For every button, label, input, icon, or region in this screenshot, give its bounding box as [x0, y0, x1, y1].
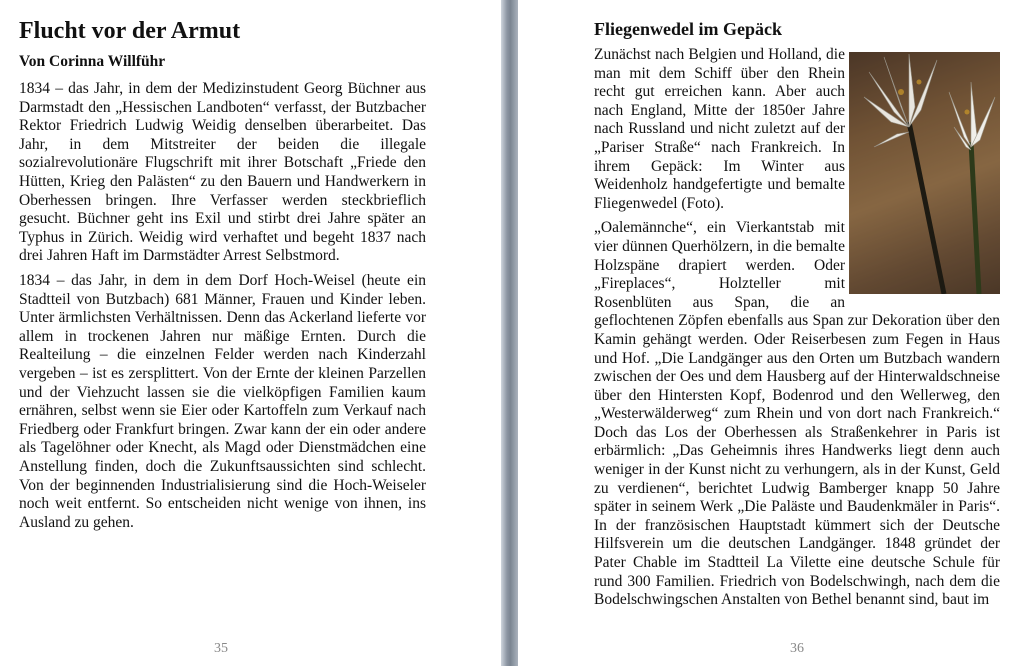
article-title: Flucht vor der Armut — [19, 18, 241, 44]
section-heading: Fliegenwedel im Gepäck — [594, 19, 782, 39]
right-page — [518, 0, 1024, 666]
left-page — [0, 0, 501, 666]
paragraph: Zunächst nach Belgien und Holland, die man mit dem Schiff über den Rhein recht gut erreichen kann. Aber auch nach England, Mitte der 1850er Jahre nach Russland und nicht zuletzt auf der „Pariser Straße“ nach Frankreich. In ihrem Gepäck: Im Winter aus Weidenholz handgefertigte und bemalte Fliegenwedel (Foto). — [594, 46, 845, 212]
paragraph: „Oalemännche“, ein Vierkantstab mit vier dünnen Querhölzern, in die bemalte Holzspäne drapiert werden. Oder „Fireplaces“, Holzteller mit Rosenblüten aus Span, die an geflochtenen Zöpfen ebenfalls aus Span zur Dekoration über den Kamin gehängt werden. Oder Reiserbesen zum Fegen in Haus und Hof. „Die Landgänger aus den Orten um Butzbach wandern zwischen der Oes und dem Hausberg auf der Hinterwaldschneise über den Hintersten Kopf, Bodenrod und den Wellerweg, den „Westerwälderweg“ zum Rhein und von dort nach Frankreich.“ Doch das Los der Oberhessen als Straßenkehrer in Paris ist erbärmlich: „Das Geheimnis ihres Handwerks liegt denn auch weniger in der Kunst nicht zu verhungern, als in der Kunst, Geld zu verdienen“, berichtet Ludwig Bamberger knapp 50 Jahre später in seinem Werk „Die Paläste und Baudenkmäler in Paris“. In der französischen Hauptstadt kümmert sich der Deutsche Hilfsverein um die deutschen Landgänger. 1848 gründet der Pater Chable im Stadtteil La Vilette eine deutsche Schule für rund 300 Familien. Friedrich von Bodelschwingh, nach dem die Bodelschwingschen Anstalten von Bethel benannt sind, baut im — [594, 219, 1000, 609]
fly-whisk-illustration — [849, 52, 1000, 294]
page-number: 36 — [790, 641, 804, 656]
right-page-body — [594, 46, 1000, 616]
page-gutter-divider — [501, 0, 518, 666]
paragraph: 1834 – das Jahr, in dem der Medizinstudent Georg Büchner aus Darmstadt den „Hessischen Landboten“ verfasst, der Butzbacher Rektor Friedrich Ludwig Weidig denselben überarbeitet. Das Jahr, in dem Mitstreiter der beiden die illegale sozialrevolutionäre Flugschrift mit ihrer Botschaft „Friede den Hütten, Krieg den Palästen“ zu den Bauern und Handwerkern in Oberhessen bringen. Ihre Verfasser werden steckbrieflich gesucht. Büchner geht ins Exil und stirbt drei Jahre später an Typhus in Zürich. Weidig wird verhaftet und begeht 1837 nach drei Jahren Haft im Darmstädter Arrest Selbstmord. — [19, 80, 426, 265]
author-byline: Von Corinna Willführ — [19, 53, 166, 70]
fly-whisk-photo — [849, 52, 1000, 294]
paragraph: 1834 – das Jahr, in dem in dem Dorf Hoch-Weisel (heute ein Stadtteil von Butzbach) 681 Männer, Frauen und Kinder leben. Unter ärmlichsten Verhältnissen. Denn das Ackerland lieferte vor allem in trockenen Jahren nur mäßige Ernten. Durch die Realteilung – die einzelnen Felder werden nach Kinderzahl vergeben – ist es zersplittert. Von der Ernte der kleinen Parzellen und der Viehzucht lassen sie die vielköpfigen Familien kaum ernähren, selbst wenn sie Eier oder Kartoffeln zum Verkauf nach Friedberg oder Frankfurt bringen. Zwar kann der ein oder andere als Tagelöhner oder Knecht, als Magd oder Dienstmädchen eine Anstellung finden, doch die Zukunftsaussichten sind schlecht. Von der beginnenden Industrialisierung sind die Hoch-Weiseler noch weit entfernt. So entscheiden nicht wenige von ihnen, ins Ausland zu gehen. — [19, 272, 426, 531]
page-number: 35 — [214, 641, 228, 656]
